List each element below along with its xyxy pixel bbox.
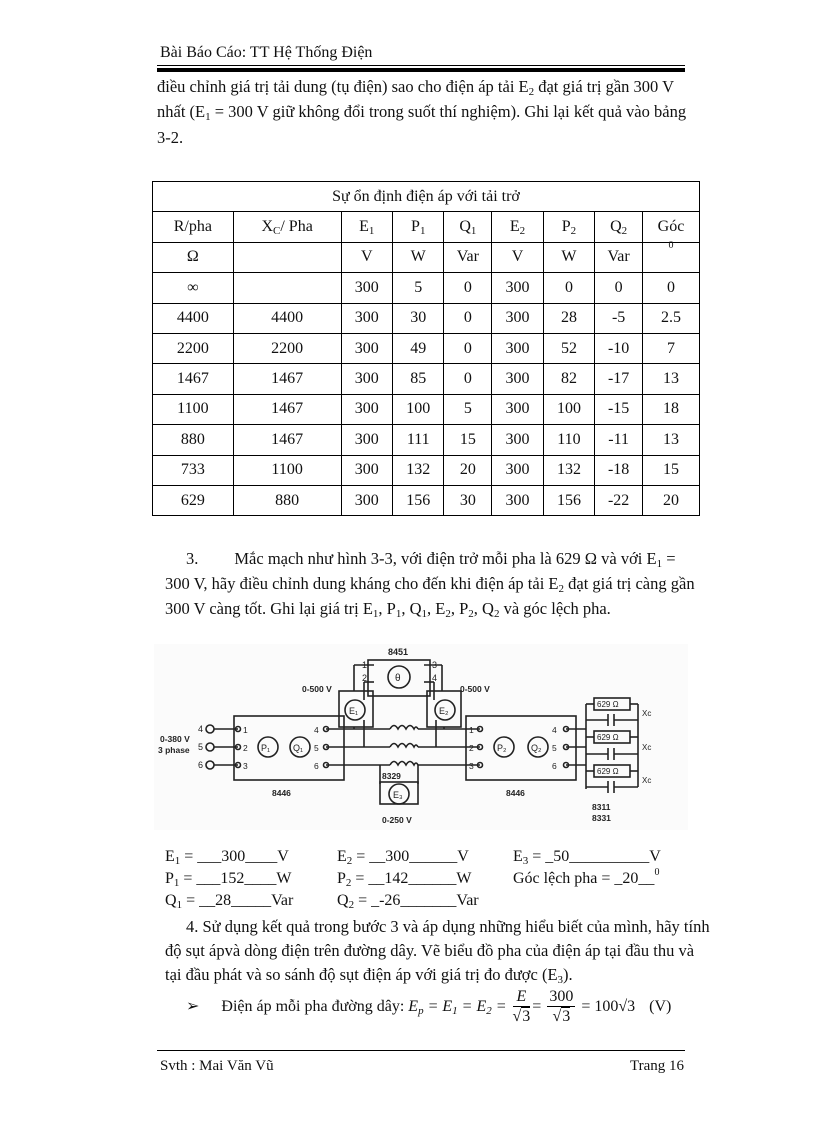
svg-text:629 Ω: 629 Ω bbox=[597, 733, 619, 742]
svg-text:5: 5 bbox=[552, 743, 557, 753]
table-cell: 0 bbox=[444, 333, 492, 363]
svg-text:Xc: Xc bbox=[642, 709, 652, 718]
table-header-cell: $X_C/$ Pha bbox=[233, 212, 341, 242]
table-cell: 300 bbox=[341, 455, 392, 485]
svg-text:1: 1 bbox=[362, 660, 368, 670]
cap-module-label-1: 8311 bbox=[592, 802, 611, 812]
intro-line-3: 3-2. bbox=[157, 128, 184, 147]
table-row bbox=[153, 485, 700, 515]
svg-text:4: 4 bbox=[198, 724, 204, 734]
table-cell: 1467 bbox=[233, 364, 341, 394]
result-e2: $E_2$ = __300______V bbox=[337, 848, 469, 867]
inductor-2 bbox=[390, 744, 418, 748]
table-header-cell: $Q_2$ bbox=[595, 212, 643, 242]
table-cell: 20 bbox=[643, 485, 700, 515]
phase-meter-label: 8451 bbox=[388, 647, 409, 657]
table-cell: 13 bbox=[643, 425, 700, 455]
fraction-300-over-root3: $\frac{300}{√3}$ bbox=[549, 988, 574, 1025]
page-header: Bài Báo Cáo: TT Hệ Thống Điện bbox=[160, 44, 373, 61]
table-unit-row bbox=[153, 242, 700, 272]
table-cell: 0 bbox=[643, 273, 700, 303]
inductor-3 bbox=[390, 762, 418, 766]
svg-text:2: 2 bbox=[362, 673, 368, 683]
inductor-1 bbox=[390, 726, 418, 730]
table-header-cell: R/pha bbox=[153, 212, 234, 242]
svg-text:Xc: Xc bbox=[642, 743, 652, 752]
svg-text:4: 4 bbox=[314, 725, 319, 735]
intro-line-2: nhất ($E_1 = 300$ V giữ không đổi trong suốt thí nghiệm). Ghi lại kết quả vào bảng bbox=[157, 102, 687, 123]
table-cell: -5 bbox=[595, 303, 643, 333]
table-row bbox=[153, 273, 700, 303]
table-cell: -11 bbox=[595, 425, 643, 455]
table-cell: 300 bbox=[341, 425, 392, 455]
table-unit-cell: W bbox=[543, 242, 594, 272]
table-unit-cell: V bbox=[341, 242, 392, 272]
svg-text:2: 2 bbox=[243, 743, 248, 753]
table-row bbox=[153, 333, 700, 363]
table-cell: 300 bbox=[341, 364, 392, 394]
table-cell: 0 bbox=[444, 303, 492, 333]
svg-text:5: 5 bbox=[198, 742, 204, 752]
svg-text:629 Ω: 629 Ω bbox=[597, 767, 619, 776]
bullet-arrow-icon: ➢ bbox=[186, 998, 200, 1016]
svg-text:P₂: P₂ bbox=[497, 743, 507, 753]
step3-line-1: 3. Mắc mạch như hình 3-3, với điện trở mỗi pha là 629 Ω và với $E_1$ = bbox=[186, 549, 676, 570]
cap-module-label-2: 8331 bbox=[592, 813, 611, 823]
step4-line-2: độ sụt ápvà dòng điện trên đường dây. Vẽ biểu đồ pha của điện áp tại đầu thu và bbox=[165, 941, 695, 960]
table-cell: 15 bbox=[444, 425, 492, 455]
result-p1: $P_1$ = ___152____W bbox=[165, 870, 292, 889]
svg-text:4: 4 bbox=[432, 673, 438, 683]
table-unit-cell: Var bbox=[595, 242, 643, 272]
line-module-label: 8329 bbox=[382, 771, 401, 781]
table-cell: 1467 bbox=[233, 425, 341, 455]
table-cell: -18 bbox=[595, 455, 643, 485]
table-cell: 7 bbox=[643, 333, 700, 363]
svg-text:629 Ω: 629 Ω bbox=[597, 700, 619, 709]
table-row bbox=[153, 303, 700, 333]
table-cell: 300 bbox=[341, 273, 392, 303]
table-cell: 300 bbox=[492, 394, 543, 424]
svg-text:Q₁: Q₁ bbox=[293, 743, 304, 753]
table-cell: 300 bbox=[492, 303, 543, 333]
table-cell: 100 bbox=[393, 394, 444, 424]
table-cell: 132 bbox=[543, 455, 594, 485]
table-cell: 300 bbox=[492, 455, 543, 485]
svg-text:1: 1 bbox=[469, 725, 474, 735]
table-cell: 1467 bbox=[153, 364, 234, 394]
table-cell: -17 bbox=[595, 364, 643, 394]
svg-text:Xc: Xc bbox=[642, 776, 652, 785]
header-rule-thick bbox=[157, 68, 685, 72]
svg-text:3: 3 bbox=[243, 761, 248, 771]
step4-line-3: tại đầu phát và so sánh độ sụt điện áp với giá trị đo được $(E_3)$. bbox=[165, 965, 573, 986]
table-cell: 733 bbox=[153, 455, 234, 485]
svg-text:θ: θ bbox=[395, 673, 401, 684]
footer-page-number: Trang 16 bbox=[630, 1058, 685, 1074]
table-cell: 300 bbox=[492, 333, 543, 363]
table-cell: ∞ bbox=[153, 273, 234, 303]
table-cell: 30 bbox=[393, 303, 444, 333]
table-unit-cell bbox=[233, 242, 341, 272]
table-cell: -15 bbox=[595, 394, 643, 424]
svg-text:6: 6 bbox=[552, 761, 557, 771]
table-cell: -22 bbox=[595, 485, 643, 515]
circuit-diagram bbox=[154, 644, 688, 830]
right-range-label: 0-500 V bbox=[460, 684, 490, 694]
table-unit-cell: 0 bbox=[643, 242, 700, 272]
table-unit-cell: Ω bbox=[153, 242, 234, 272]
table-cell: 300 bbox=[341, 485, 392, 515]
table-cell: 300 bbox=[492, 425, 543, 455]
svg-text:3: 3 bbox=[469, 761, 474, 771]
table-cell: 300 bbox=[341, 333, 392, 363]
table-cell: 629 bbox=[153, 485, 234, 515]
result-e1: $E_1$ = ___300____V bbox=[165, 848, 289, 867]
svg-text:6: 6 bbox=[198, 760, 204, 770]
e3-range-label: 0-250 V bbox=[382, 815, 412, 825]
left-range-label: 0-500 V bbox=[302, 684, 332, 694]
table-cell: 4400 bbox=[153, 303, 234, 333]
table-cell: 0 bbox=[444, 273, 492, 303]
table-cell: 100 bbox=[543, 394, 594, 424]
table-row bbox=[153, 394, 700, 424]
table-cell: 300 bbox=[341, 303, 392, 333]
table-header-cell: $E_2$ bbox=[492, 212, 543, 242]
svg-text:E₁: E₁ bbox=[349, 706, 359, 716]
table-unit-cell: W bbox=[393, 242, 444, 272]
table-cell: 132 bbox=[393, 455, 444, 485]
table-cell: 5 bbox=[393, 273, 444, 303]
table-unit-cell: Var bbox=[444, 242, 492, 272]
table-header-cell: $E_1$ bbox=[341, 212, 392, 242]
step3-line-2: 300 V, hãy điều chỉnh dung kháng cho đến khi điện áp tải $E_2$ đạt giá trị càng gần bbox=[165, 574, 695, 595]
header-rule-thin bbox=[157, 65, 685, 66]
result-p2: $P_2$ = __142______W bbox=[337, 870, 472, 889]
footer-rule bbox=[157, 1050, 685, 1051]
table-cell: 156 bbox=[393, 485, 444, 515]
svg-text:2: 2 bbox=[469, 743, 474, 753]
table-cell: 110 bbox=[543, 425, 594, 455]
table-cell: 1100 bbox=[153, 394, 234, 424]
table-cell: 880 bbox=[233, 485, 341, 515]
step4-line-1: 4. Sử dụng kết quả trong bước 3 và áp dụng những hiểu biết của mình, hãy tính bbox=[186, 917, 710, 936]
result-q2: $Q_2$ = _-26_______Var bbox=[337, 892, 479, 911]
table-cell: 52 bbox=[543, 333, 594, 363]
result-e3: $E_3$ = _50__________V bbox=[513, 848, 661, 867]
table-row bbox=[153, 364, 700, 394]
table-cell: 0 bbox=[595, 273, 643, 303]
table-cell: 300 bbox=[492, 485, 543, 515]
table-cell: 15 bbox=[643, 455, 700, 485]
svg-text:6: 6 bbox=[314, 761, 319, 771]
fraction-e-over-root3: $\frac{E}{√3}$ bbox=[512, 988, 531, 1025]
svg-text:3: 3 bbox=[432, 660, 438, 670]
table-cell: 20 bbox=[444, 455, 492, 485]
intro-line-1: điều chỉnh giá trị tải dung (tụ điện) sao cho điện áp tải $E_2$ đạt giá trị gần 300 V bbox=[157, 77, 675, 98]
table-cell: 2200 bbox=[153, 333, 234, 363]
table-cell: 82 bbox=[543, 364, 594, 394]
table-cell: 0 bbox=[444, 364, 492, 394]
right-module-label: 8446 bbox=[506, 788, 525, 798]
svg-text:Q₂: Q₂ bbox=[531, 743, 542, 753]
table-cell: 300 bbox=[341, 394, 392, 424]
table-cell: 4400 bbox=[233, 303, 341, 333]
table-cell: 0 bbox=[543, 273, 594, 303]
table-cell: 880 bbox=[153, 425, 234, 455]
table-cell: 28 bbox=[543, 303, 594, 333]
svg-text:1: 1 bbox=[243, 725, 248, 735]
table-cell: 156 bbox=[543, 485, 594, 515]
table-cell: 111 bbox=[393, 425, 444, 455]
result-q1: $Q_1$ = __28_____Var bbox=[165, 892, 294, 911]
table-caption: Sự ổn định điện áp với tải trở bbox=[153, 182, 700, 212]
table-header-cell: $P_2$ bbox=[543, 212, 594, 242]
table-cell: 30 bbox=[444, 485, 492, 515]
table-cell: -10 bbox=[595, 333, 643, 363]
svg-text:E₃: E₃ bbox=[393, 790, 403, 800]
svg-text:5: 5 bbox=[314, 743, 319, 753]
table-cell: 300 bbox=[492, 364, 543, 394]
table-row bbox=[153, 425, 700, 455]
table-header-cell: Góc bbox=[643, 212, 700, 242]
formula-line: ➢ Điện áp mỗi pha đường dây: $E_p = E_1 = E_2$ = $\frac{E}{√3}$ = $\frac{300}{√3}$ = 100√3 (V) bbox=[186, 988, 672, 1025]
supply-phase-label: 3 phase bbox=[158, 745, 190, 755]
table-cell: 5 bbox=[444, 394, 492, 424]
table-cell: 2200 bbox=[233, 333, 341, 363]
table-cell: 85 bbox=[393, 364, 444, 394]
table-cell: 2.5 bbox=[643, 303, 700, 333]
result-angle: Góc lệch pha = _20__$^0$ bbox=[513, 867, 660, 887]
table-cell bbox=[233, 273, 341, 303]
table-unit-cell: V bbox=[492, 242, 543, 272]
table-header-cell: $Q_1$ bbox=[444, 212, 492, 242]
table-cell: 18 bbox=[643, 394, 700, 424]
table-cell: 13 bbox=[643, 364, 700, 394]
svg-text:4: 4 bbox=[552, 725, 557, 735]
svg-text:E₂: E₂ bbox=[439, 706, 449, 716]
table-cell: 1467 bbox=[233, 394, 341, 424]
table-header-row bbox=[153, 212, 700, 242]
table-cell: 300 bbox=[492, 273, 543, 303]
svg-text:P₁: P₁ bbox=[261, 743, 271, 753]
table-row bbox=[153, 455, 700, 485]
table-cell: 49 bbox=[393, 333, 444, 363]
supply-label: 0-380 V bbox=[160, 734, 190, 744]
footer-author: Svth : Mai Văn Vũ bbox=[160, 1058, 274, 1074]
left-module-label: 8446 bbox=[272, 788, 291, 798]
step3-line-3: 300 V càng tốt. Ghi lại giá trị $E_1$, $P_1$, $Q_1$, $E_2$, $P_2$, $Q_2$ và góc lệch pha. bbox=[165, 599, 611, 620]
table-cell: 1100 bbox=[233, 455, 341, 485]
voltage-stability-table bbox=[152, 181, 700, 516]
table-header-cell: $P_1$ bbox=[393, 212, 444, 242]
